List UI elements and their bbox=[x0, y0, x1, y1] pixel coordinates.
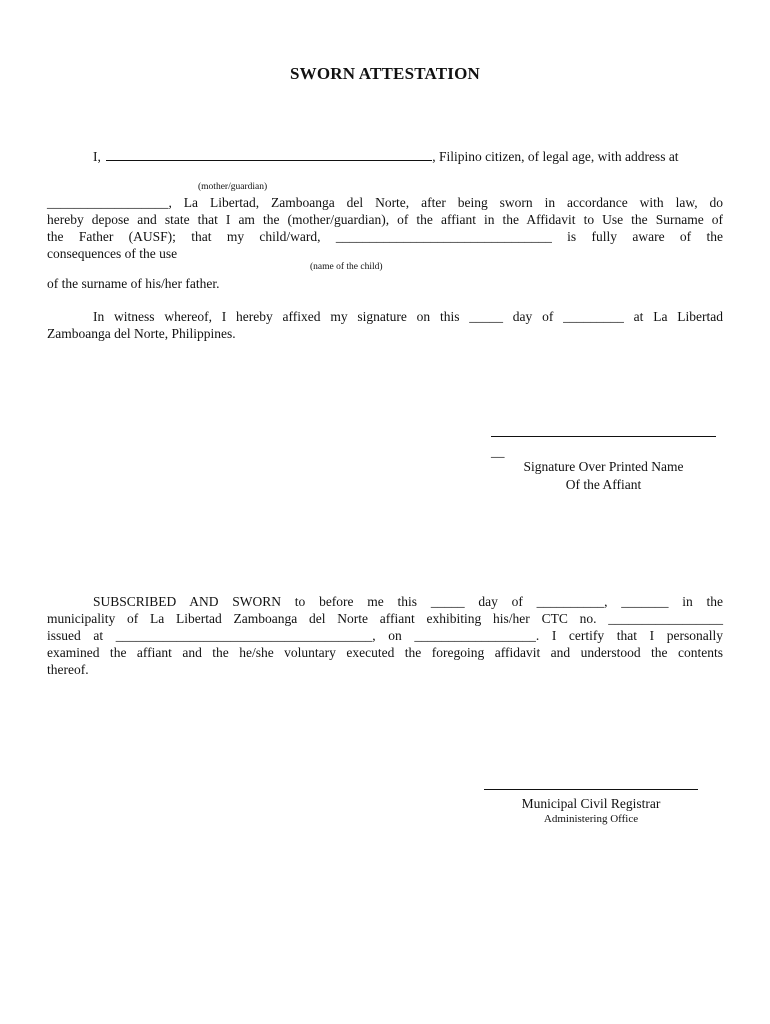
name-blank-line bbox=[106, 148, 432, 161]
paragraph-3-line-1: SUBSCRIBED AND SWORN to before me this _____ day of __________, _______ in the bbox=[93, 594, 723, 609]
paragraph-1-line-5: consequences of the use bbox=[47, 246, 178, 261]
caption-name-of-child: (name of the child) bbox=[310, 262, 383, 272]
paragraph-3-line-3: issued at ______________________________________, on __________________. I certify that I personally bbox=[47, 628, 723, 643]
affiant-signature-label: Signature Over Printed Name bbox=[523, 459, 684, 474]
affiant-signature-line bbox=[491, 436, 716, 437]
affiant-label: Of the Affiant bbox=[565, 477, 642, 492]
paragraph-1-line-1-start: I, bbox=[93, 149, 101, 164]
paragraph-1-line-1 bbox=[47, 148, 723, 165]
paragraph-3-line-5: thereof. bbox=[47, 662, 89, 677]
affiant-signature-blank: __ bbox=[491, 444, 505, 459]
paragraph-1-line-2: __________________, La Libertad, Zamboanga del Norte, after being sworn in accordance with law, do bbox=[47, 195, 723, 210]
paragraph-2-line-1: In witness whereof, I hereby affixed my signature on this _____ day of _________ at La Libertad bbox=[93, 309, 723, 324]
caption-mother-guardian: (mother/guardian) bbox=[198, 182, 268, 192]
paragraph-1-line-6: of the surname of his/her father. bbox=[47, 276, 220, 291]
paragraph-1-line-4: the Father (AUSF); that my child/ward, ________________________________ is fully aware of the bbox=[47, 229, 723, 244]
paragraph-3-line-4: examined the affiant and the he/she voluntary executed the foregoing affidavit and understood the contents bbox=[47, 645, 723, 660]
registrar-label: Municipal Civil Registrar bbox=[521, 796, 661, 811]
document-title: SWORN ATTESTATION bbox=[290, 64, 480, 83]
registrar-signature-line bbox=[484, 789, 698, 790]
paragraph-2-line-2: Zamboanga del Norte, Philippines. bbox=[47, 326, 236, 341]
paragraph-3-line-2: municipality of La Libertad Zamboanga del Norte affiant exhibiting his/her CTC no. _________________ bbox=[47, 611, 723, 626]
paragraph-1-line-3: hereby depose and state that I am the (mother/guardian), of the affiant in the Affidavit to Use the Surname of bbox=[47, 212, 723, 227]
administering-office-label: Administering Office bbox=[543, 813, 639, 825]
paragraph-1-line-1-end: , Filipino citizen, of legal age, with address at bbox=[432, 149, 679, 164]
